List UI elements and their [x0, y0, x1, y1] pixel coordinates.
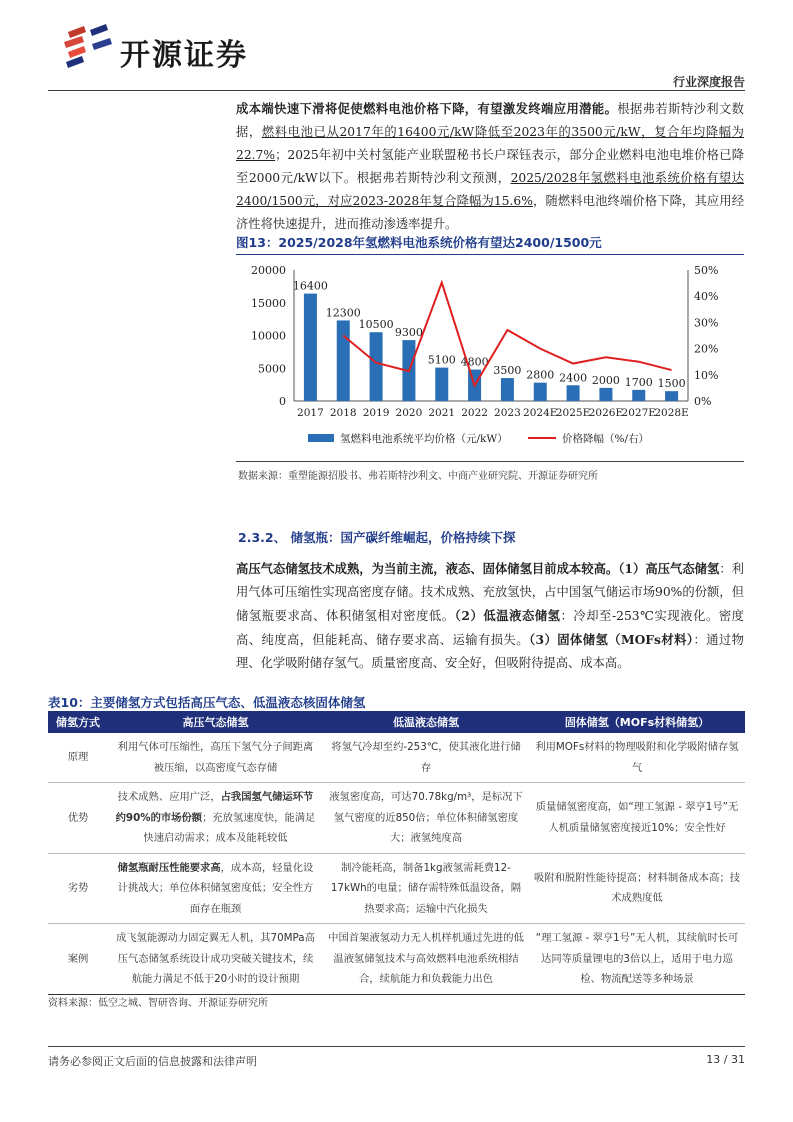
hydrogen-storage-table: [48, 711, 745, 995]
figure-title: 图13：2025/2028年氢燃料电池系统价格有望达2400/1500元: [236, 235, 602, 250]
cell-bold-text: 占我国氢气储运环节约90%的市场份额: [115, 791, 314, 824]
paragraph-text: ：利用气体可压缩性实现高密度存储。技术成熟、充放氢快，占中国氢气储运市场90%的份额，但储氢瓶要求高、体积储氢相对密度低。: [236, 562, 744, 623]
table-cell: 质量储氢密度高，如“理工氢源 - 翠亨1号”无人机质量储氢密度接近10%；安全性好: [529, 783, 745, 854]
table-row: [48, 783, 745, 854]
x-tick-label: 2021: [428, 407, 456, 419]
bar-data-label: 1700: [624, 375, 653, 389]
bar: [337, 320, 350, 401]
legend-label: 氢燃料电池系统平均价格（元/kW）: [340, 433, 508, 445]
bar-data-label: 10500: [358, 318, 394, 332]
report-type-tag: 行业深度报告: [672, 75, 745, 89]
y-right-tick-label: 10%: [694, 368, 719, 382]
x-tick-label: 2020: [395, 407, 423, 419]
paragraph-lead: 高压气态储氢技术成熟，为当前主流，液态、固体储氢目前成本较高。: [236, 561, 619, 576]
figure-bottom-rule: [236, 461, 744, 462]
fuel-cell-price-chart: [236, 258, 744, 458]
bold-text: （3）固体储氢（MOFs材料）: [528, 632, 694, 647]
column-header: 低温液态储氢: [323, 711, 529, 733]
paragraph-text: ：冷却至-253℃实现液化。密度高、纯度高，但能耗高、储存要求高、运输有损失。: [236, 609, 744, 647]
x-tick-label: 2024E: [523, 407, 558, 419]
y-left-tick-label: 10000: [251, 329, 286, 343]
bar: [632, 390, 645, 401]
bar: [599, 388, 612, 401]
y-right-tick-label: 0%: [694, 395, 712, 408]
underlined-text: 燃料电池已从2017年的16400元/kW降低至2023年的3500元/kW，复合年均降幅为22.7%: [236, 125, 744, 162]
table-cell: 液氢密度高，可达70.78kg/m³，是标况下氢气密度的近850倍；单位体积储氢密度大；液氢纯度高: [323, 783, 529, 854]
bar: [304, 294, 317, 401]
table-source: 资料来源：低空之城、智研咨询、开源证券研究所: [48, 998, 268, 1009]
x-tick-label: 2028E: [654, 407, 689, 419]
x-tick-label: 2022: [461, 407, 488, 419]
paragraph-text: 根据弗若斯特沙利文数据，: [236, 102, 744, 139]
underlined-text: 2025/2028年氢燃料电池系统价格有望达2400/1500元，对应2023-2028年复合降幅为15.6%: [236, 171, 745, 208]
table-cell: [108, 853, 323, 924]
cell-text: ；充放氢速度快，能满足快速启动需求；成本及能耗较低: [143, 811, 316, 844]
y-left-tick-label: 0: [279, 395, 286, 408]
paragraph-text: ：通过物理、化学吸附储存氢气。质量密度高、安全好，但吸附待提高、成本高。: [236, 633, 744, 670]
bar-data-label: 1500: [657, 377, 686, 391]
table-cell: 成飞氢能源动力固定翼无人机，其70MPa高压气态储氢系统设计成功突破关键技术，续航能力满足不低于20小时的设计预期: [108, 924, 323, 995]
paragraph-text: ，随燃料电池终端价格下降，其应用经济性将快速提升，进而推动渗透率提升。: [236, 194, 744, 231]
figure-source: 数据来源：重塑能源招股书、弗若斯特沙利文、中商产业研究院、开源证券研究所: [238, 471, 598, 482]
x-tick-label: 2027E: [621, 407, 656, 419]
table-row: [48, 733, 745, 783]
logo-mark-icon: [62, 22, 114, 72]
table-cell: 中国首架液氢动力无人机样机通过先进的低温液氢储氢技术与高效燃料电池系统相结合，续航能力和负载能力出色: [323, 924, 529, 995]
table-cell: 将氢气冷却至约-253℃，使其液化进行储存: [323, 733, 529, 783]
column-header: 储氢方式: [48, 711, 108, 733]
column-header: 高压气态储氢: [108, 711, 323, 733]
x-tick-label: 2023: [494, 407, 521, 419]
legend-label: 价格降幅（%/右）: [562, 433, 650, 445]
table-cell: 制冷能耗高，制备1kg液氢需耗费12-17kWh的电量；储存需特殊低温设备，隔热要求高；运输中汽化损失: [323, 853, 529, 924]
bar-data-label: 12300: [325, 306, 361, 320]
bar-data-label: 9300: [394, 326, 423, 340]
paragraph-text: ；2025年初中关村氢能产业联盟秘书长户琛钰表示，部分企业燃料电池电堆价格已降至2000元/kW以下。根据弗若斯特沙利文预测，: [236, 148, 744, 185]
bar: [370, 332, 383, 401]
x-tick-label: 2019: [362, 407, 390, 419]
legend-bar-swatch: [308, 434, 334, 442]
bold-text: （2）低温液态储氢: [454, 608, 561, 623]
paragraph-hydrogen-storage: [236, 557, 744, 675]
x-tick-label: 2017: [297, 407, 324, 419]
y-left-tick-label: 20000: [251, 264, 286, 277]
paragraph-lead: 成本端快速下滑将促使燃料电池价格下降，有望激发终端应用潜能。: [236, 101, 618, 116]
y-left-tick-label: 5000: [258, 362, 286, 376]
bar: [567, 385, 580, 401]
header-divider: [48, 90, 745, 91]
bar-data-label: 5100: [427, 353, 456, 367]
row-label: 优势: [48, 783, 108, 854]
bar: [534, 383, 547, 401]
bar-data-label: 2000: [591, 373, 620, 387]
table-cell: 利用气体可压缩性，高压下氢气分子间距离被压缩，以高密度气态存储: [108, 733, 323, 783]
cell-text: 技术成熟、应用广泛，: [117, 791, 221, 803]
table-title: 表10：主要储氢方式包括高压气态、低温液态核固体储氢: [48, 695, 366, 710]
row-label: 劣势: [48, 853, 108, 924]
table-cell: 利用MOFs材料的物理吸附和化学吸附储存氢气: [529, 733, 745, 783]
bold-text: （1）高压气态储氢: [618, 561, 720, 576]
y-right-tick-label: 20%: [694, 342, 719, 356]
bar: [501, 378, 514, 401]
table-cell: “理工氢源 - 翠亨1号”无人机，其续航时长可达同等质量锂电的3倍以上，适用于电力巡检、物流配送等多种场景: [529, 924, 745, 995]
brand-name: 开源证券: [120, 38, 248, 73]
table-row: [48, 853, 745, 924]
paragraph-fuel-cell-cost: [236, 97, 744, 236]
bar-data-label: 2800: [526, 368, 555, 382]
footer-divider: [48, 1046, 745, 1047]
table-header-row: [48, 711, 745, 733]
x-tick-label: 2018: [329, 407, 357, 419]
y-left-tick-label: 15000: [251, 296, 286, 310]
x-tick-label: 2025E: [555, 407, 591, 419]
column-header: 固体储氢（MOFs材料储氢）: [529, 711, 745, 733]
bar-data-label: 3500: [493, 364, 522, 378]
bar-data-label: 16400: [292, 279, 328, 293]
cell-bold-text: 储氢瓶耐压性能要求高: [117, 861, 221, 874]
y-right-tick-label: 40%: [694, 290, 719, 304]
bar: [435, 368, 448, 401]
table-row: [48, 924, 745, 995]
table-cell: [108, 783, 323, 854]
company-logo: [62, 22, 302, 72]
table-cell: 吸附和脱附性能待提高；材料制备成本高；技术成熟度低: [529, 853, 745, 924]
row-label: 原理: [48, 733, 108, 783]
y-right-tick-label: 50%: [694, 264, 719, 277]
figure-top-rule: [236, 254, 744, 255]
section-heading: 2.3.2、 储氢瓶：国产碳纤维崛起，价格持续下探: [238, 530, 516, 545]
bar: [665, 391, 678, 401]
bar-data-label: 2400: [559, 371, 588, 385]
cell-text: ，成本高，轻量化设计挑战大；单位体积储氢密度低；安全性方面存在瓶颈: [117, 861, 314, 915]
bar-data-label: 4800: [460, 355, 489, 369]
y-right-tick-label: 30%: [694, 316, 719, 330]
x-tick-label: 2026E: [588, 407, 624, 419]
disclaimer-note: 请务必参阅正文后面的信息披露和法律声明: [48, 1055, 257, 1068]
row-label: 案例: [48, 924, 108, 995]
page-number: 13 / 31: [706, 1053, 745, 1066]
